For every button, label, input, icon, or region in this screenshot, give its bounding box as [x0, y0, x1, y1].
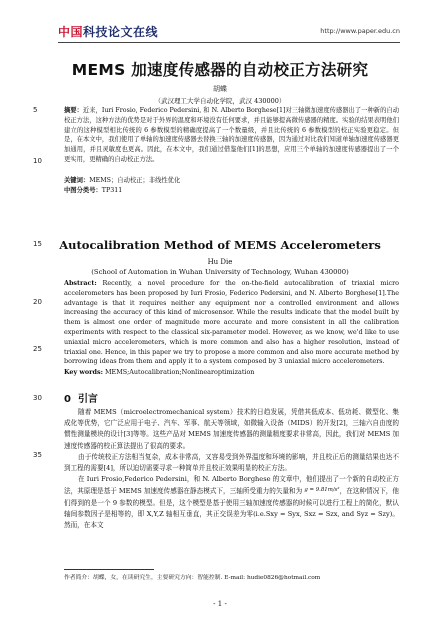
line-number: 20	[33, 298, 42, 306]
keywords-en: Key words: MEMS;Autocalibration;Nonlinearoptimization	[64, 368, 255, 376]
paper-title-cn: MEMS 加速度传感器的自动校正方法研究	[71, 61, 369, 79]
clc-number: 中图分类号：TP311	[64, 187, 123, 194]
author-footnote: 作者简介：胡蝶，女，在读研究生，主要研究方向：智能控制. E-mail: hudie0826@hotmail.com	[64, 575, 321, 581]
header-rule	[58, 42, 400, 43]
paragraph: 由于传统校正方法相当复杂，成本非常高，又容易受到外界温度和环境的影响，并且校正后的测量结果也达不到工程的需要[4]，所以迫切需要寻求一种简单并且校正效果明显的校正方法。	[64, 452, 399, 473]
abstract-cn	[64, 106, 399, 165]
keywords-cn: 关键词：MEMS；自动校正；非线性优化	[64, 177, 181, 184]
footnote-rule	[64, 569, 154, 570]
abstract-cn-text: 近来，Iuri Frosio, Federico Pedersini, 和 N. Alberto Borghese[1]对三轴微加速度传感器出了一种新的自动校正方法，这种方法的优势是对于外界的温度和环境没有任何要求，并且能够提高微传感器的精度。实验的结果表明他们建立的这种模型相比传统的 6 参数模型的精确度提高了一个数量级，并且比传统的 6 参数模型的校正实验更稳定。但是，在本文中，我们使用了单轴的加速度传感器去替换三轴的加速度传感器，因为通过对比我们知道单轴加速度传感器更加通用，并且灵敏度也更高。因此，在本文中，我们通过借鉴他们[1]的思想，应用三个单轴的加速度传感器提出了一个更实用，更精确的自动校正方法。	[64, 107, 399, 163]
abstract-cn-label: 摘要：	[64, 107, 83, 114]
line-number: 30	[33, 394, 42, 402]
affiliation-en: (School of Automation in Wuhan University of Technology, Wuhan 430000)	[91, 268, 349, 276]
line-number: 5	[33, 106, 38, 114]
line-number: 25	[33, 345, 42, 353]
page-header	[0, 0, 440, 44]
header-url[interactable]: http://www.paper.edu.cn	[320, 27, 400, 35]
author-en: Hu Die	[207, 258, 233, 266]
intro-body	[64, 407, 399, 531]
line-number: 15	[33, 240, 42, 248]
line-number: 10	[33, 157, 42, 165]
paragraph: 随着 MEMS（microelectromechanical system）技术的日趋发展，凭借其低成本、低功耗、微型化、集成化等优势，它广泛应用于电子、汽车、军事、航天等领域，如微输入设备（MIDS）的开发[2]，三轴六自由度的惯性测量模块的设计[3]等等。这些产品对 MEMS 加速度传感器的测量精度要求非常高，因此，我们对 MEMS 加速度传感器的校正算法提出了很高的要求。	[64, 408, 399, 450]
journal-logo: 中国科技论文在线	[58, 25, 159, 39]
abstract-en	[64, 279, 399, 367]
abstract-en-label: Abstract:	[64, 279, 97, 287]
section-heading: 0 引言	[64, 394, 98, 405]
affiliation-cn: （武汉理工大学自动化学院，武汉 430000）	[154, 97, 286, 105]
gravity-equation: g = 9.81m/s²	[304, 487, 340, 494]
abstract-en-text: Recently, a novel procedure for the on-the-field autocalibration of triaxial micro accelerometers has been proposed by Iuri Frosio, Federico Pedersini, and N. Alberto Borghese[1].The advantage is that it requires neither any equipment nor a controlled environment and allows increasing the accuracy of this kind of microsensor. While the results indicate that the model built by them is almost one order of magnitude more accurate and more consistent in all the calibration experiments with respect to the classical six-parameter model. However, as we know, we'd like to use uniaxial micro accelerometers, which is more common and also has a higher resolution, instead of triaxial one. Hence, in this paper we try to propose a more common and also more accurate method by borrowing ideas from them and apply it to a system composed by 3 uniaxial micro accelerometers.	[64, 279, 399, 366]
page-number: - 1 -	[213, 600, 227, 608]
paragraph: 在 Iuri Frosio,Federico Pedersini，和 N. Alberto Borghese 的文章中，他们提出了一个新的自动校正方法，其原理是基于 MEMS 加速度传感器在静态模式下，三轴所受重力的矢量和为 $^{g = 9.81m/s^2}$，在这种情况下，他们得到的是一个 9 参数的模型。但是，这个模型是基于使用三轴加速度传感器的时候可以进行工程上的简化，默认轴间参数因子是相等的，即 X,Y,Z 轴相互垂直，其正交误差为零(i.e.Sxy = Syx, Sxz = Szx, and Syz = Szy)。然而，在本文	[64, 475, 399, 530]
author-cn: 胡蝶	[213, 85, 227, 93]
paper-title-en: Autocalibration Method of MEMS Accelerometers	[59, 238, 381, 252]
line-number: 35	[33, 451, 42, 459]
